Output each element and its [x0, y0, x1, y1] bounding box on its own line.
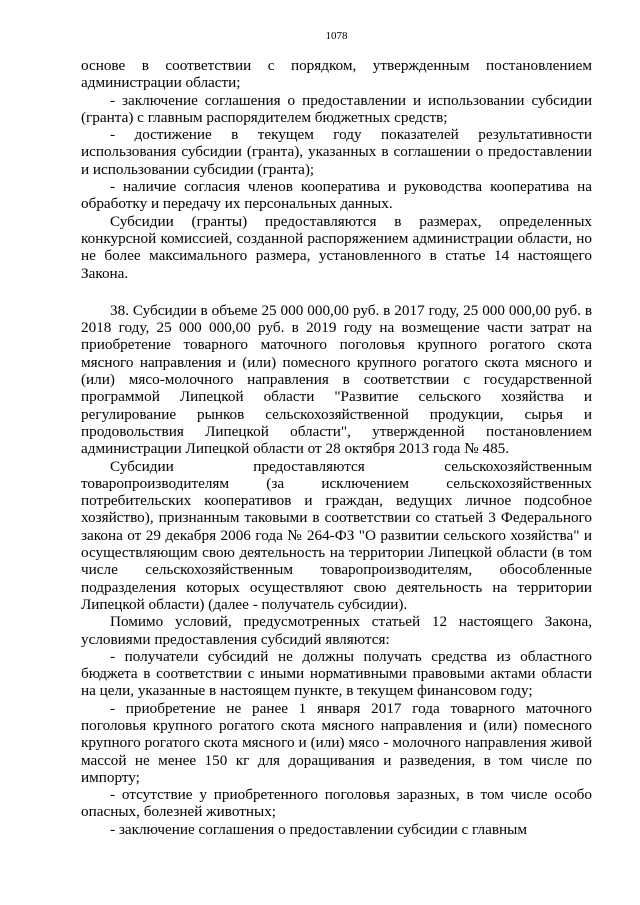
- paragraph-condition-purchase: - приобретение не ранее 1 января 2017 года товарного маточного поголовья крупного рогатого скота мясного направления и (или) помесного крупного рогатого скота мясного и (или) мясо - молочного направления живой массой не менее 150 кг для доращивания и разведения, в том числе по импорту;: [81, 699, 592, 786]
- paragraph-grant-size: Субсидии (гранты) предоставляются в размерах, определенных конкурсной комиссией, созданной распоряжением администрации области, но не более максимального размера, установленного в статье 14 настоящего Закона.: [81, 212, 592, 282]
- paragraph-condition-agreement: - заключение соглашения о предоставлении и использовании субсидии (гранта) с главным распорядителем бюджетных средств;: [81, 91, 592, 126]
- paragraph-condition-consent: - наличие согласия членов кооператива и руководства кооператива на обработку и передачу их персональных данных.: [81, 178, 592, 213]
- paragraph-conditions-intro: Помимо условий, предусмотренных статьей 12 настоящего Закона, условиями предоставления субсидий являются:: [81, 613, 592, 648]
- paragraph-item-38: 38. Субсидии в объеме 25 000 000,00 руб. в 2017 году, 25 000 000,00 руб. в 2018 году, 25 000 000,00 руб. в 2019 году на возмещение части затрат на приобретение товарного маточного поголовья крупного рогатого скота мясного направления и (или) помесного крупного рогатого скота мясного и (или) мясо-молочного направления в соответствии с государственной программой Липецкой области "Развитие сельского хозяйства и регулирование рынков сельскохозяйственной продукции, сырья и продовольствия Липецкой области", утвержденной постановлением администрации Липецкой области от 28 октября 2013 года № 485.: [81, 301, 592, 458]
- paragraph-condition-no-other-funds: - получатели субсидий не должны получать средства из областного бюджета в соответствии с иными нормативными правовыми актами области на цели, указанные в настоящем пункте, в текущем финансовом году;: [81, 647, 592, 700]
- section-spacer: [81, 282, 592, 302]
- paragraph-recipients: Субсидии предоставляются сельскохозяйственным товаропроизводителям (за исключением сельскохозяйственных потребительских кооперативов и граждан, ведущих личное подсобное хозяйство), признанным таковыми в соответствии со статьей 3 Федерального закона от 29 декабря 2006 года № 264-ФЗ "О развитии сельского хозяйства" и осуществляющим свою деятельность на территории Липецкой области (в том числе сельскохозяйственным товаропроизводителям, обособленные подразделения которых осуществляют свою деятельность на территории Липецкой области) (далее - получатель субсидии).: [81, 457, 592, 613]
- paragraph-condition-indicators: - достижение в текущем году показателей результативности использования субсидии (гранта), указанных в соглашении о предоставлении и использовании субсидии (гранта);: [81, 126, 592, 178]
- paragraph-condition-disease-free: - отсутствие у приобретенного поголовья заразных, в том числе особо опасных, болезней животных;: [81, 786, 592, 821]
- document-page: [81, 30, 592, 838]
- page-number: 1078: [325, 30, 348, 42]
- paragraph-continuation: основе в соответствии с порядком, утвержденным постановлением администрации области;: [81, 57, 592, 92]
- paragraph-condition-agreement-2: - заключение соглашения о предоставлении субсидии с главным: [110, 820, 527, 838]
